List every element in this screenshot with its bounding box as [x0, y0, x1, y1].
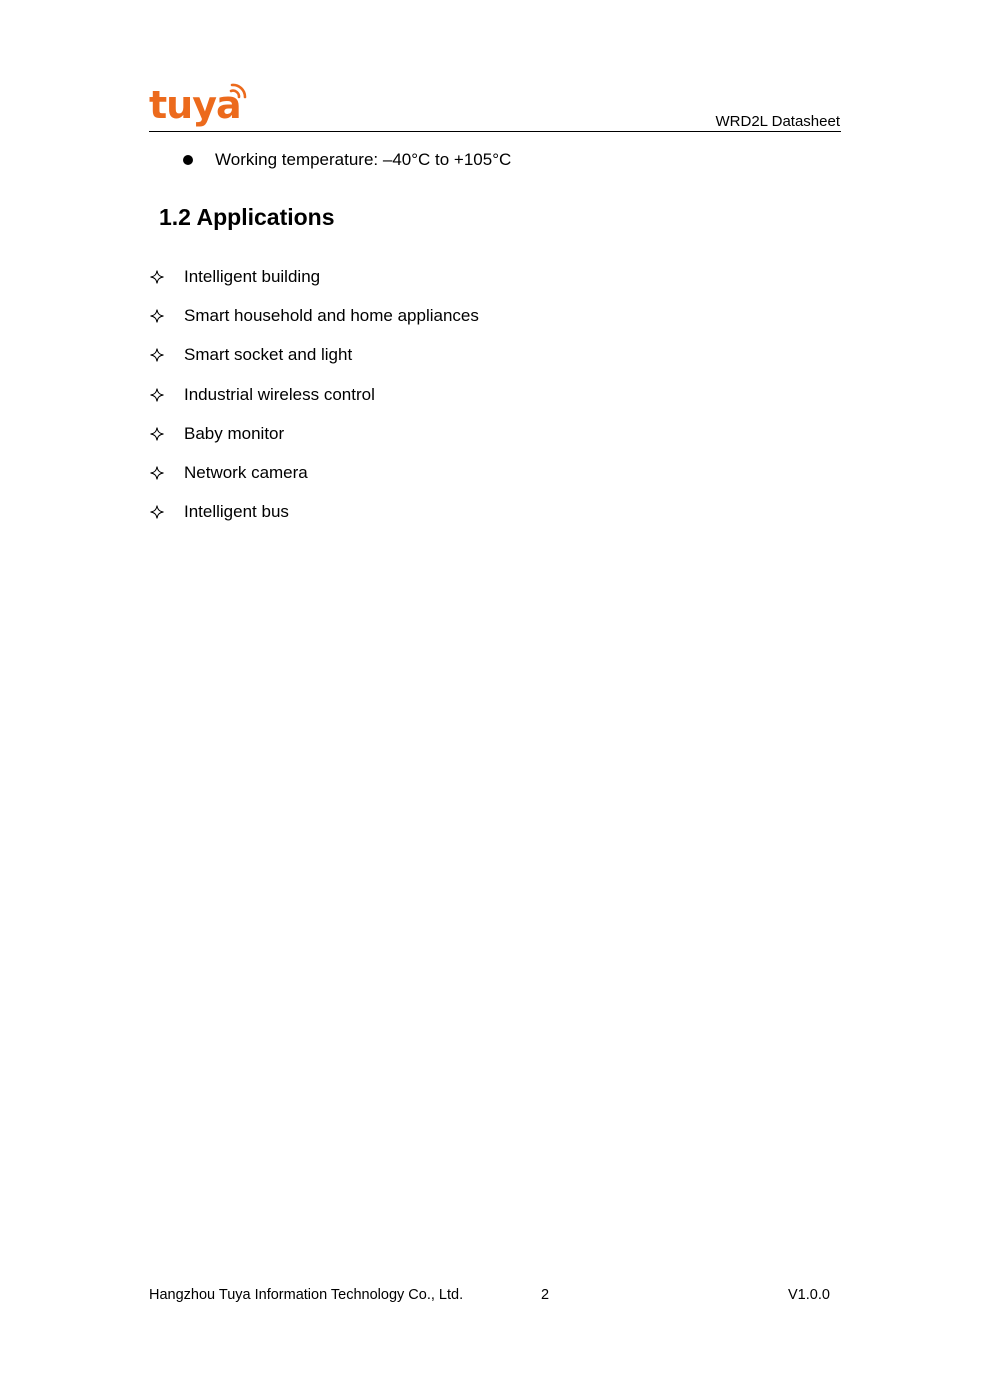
- four-point-star-icon: [149, 462, 165, 484]
- list-item-text: Intelligent bus: [184, 502, 289, 522]
- wifi-wave-icon: [227, 82, 249, 104]
- list-item: [149, 344, 479, 383]
- section-heading: 1.2 Applications: [159, 204, 335, 230]
- list-item: [149, 266, 479, 305]
- document-title: WRD2L Datasheet: [715, 113, 840, 130]
- page-number: 2: [541, 1287, 550, 1303]
- four-point-star-icon: [149, 266, 165, 288]
- four-point-star-icon: [149, 423, 165, 445]
- logo-text: tuya: [149, 83, 241, 127]
- list-item-text: Baby monitor: [184, 423, 285, 443]
- four-point-star-icon: [149, 305, 165, 327]
- list-item-text: Network camera: [184, 462, 308, 482]
- applications-list: [149, 266, 479, 540]
- list-item-text: Smart household and home appliances: [184, 306, 479, 326]
- feature-text: Working temperature: –40°C to +105°C: [215, 150, 512, 169]
- list-item: [149, 423, 479, 462]
- list-item-text: Smart socket and light: [184, 345, 353, 365]
- four-point-star-icon: [149, 501, 165, 523]
- four-point-star-icon: [149, 344, 165, 366]
- list-item: [149, 501, 479, 540]
- four-point-star-icon: [149, 384, 165, 406]
- feature-item: [183, 150, 511, 170]
- footer-company: Hangzhou Tuya Information Technology Co., Ltd.: [149, 1287, 464, 1303]
- header-divider: [149, 131, 841, 132]
- list-item: [149, 462, 479, 501]
- bullet-dot-icon: [183, 155, 193, 165]
- list-item-text: Intelligent building: [184, 267, 321, 286]
- document-version: V1.0.0: [788, 1287, 830, 1303]
- list-item: [149, 305, 479, 344]
- list-item: [149, 384, 479, 423]
- tuya-logo: [149, 82, 249, 128]
- list-item-text: Industrial wireless control: [184, 384, 375, 404]
